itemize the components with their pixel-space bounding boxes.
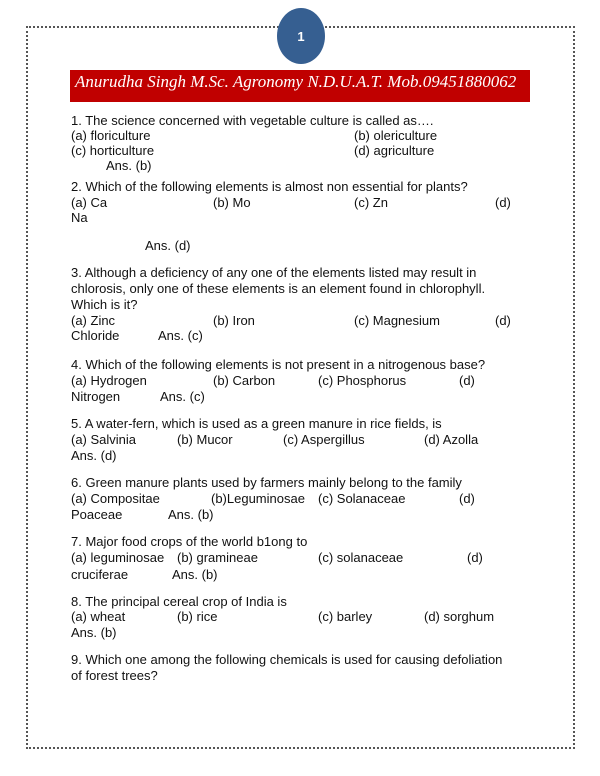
answer: Ans. (b) [106, 158, 152, 173]
answer: Ans. (d) [71, 448, 117, 463]
option-d: (d) [459, 491, 475, 506]
option-a: (a) wheat [71, 609, 126, 624]
option-c: (c) Phosphorus [318, 373, 407, 388]
question-6: 6. Green manure plants used by farmers mainly belong to the family [71, 475, 462, 490]
option-a: (a) leguminosae [71, 550, 165, 565]
answer: Ans. (b) [168, 507, 214, 522]
question-3: 3. Although a deficiency of any one of the elements listed may result in [71, 265, 477, 280]
option-c: (c) barley [318, 609, 373, 624]
option-b: (b) Mo [213, 195, 251, 210]
option-c: (c) Aspergillus [283, 432, 365, 447]
option-d: (d) agriculture [354, 143, 435, 158]
question-5: 5. A water-fern, which is used as a green manure in rice fields, is [71, 416, 442, 431]
answer: Ans. (c) [158, 328, 203, 343]
question-9-line2: of forest trees? [71, 668, 158, 683]
option-c: (c) Zn [354, 195, 388, 210]
option-b: (b) Iron [213, 313, 255, 328]
option-b: (b)Leguminosae [211, 491, 305, 506]
option-d-text: Nitrogen [71, 389, 121, 404]
question-4: 4. Which of the following elements is not present in a nitrogenous base? [71, 357, 486, 372]
option-d-text: Na [71, 210, 88, 225]
answer: Ans. (d) [145, 238, 191, 253]
option-d: (d) [459, 373, 475, 388]
option-b: (b) rice [177, 609, 218, 624]
question-3-line2: chlorosis, only one of these elements is an element found in chlorophyll. [71, 281, 486, 296]
option-d: (d) Azolla [424, 432, 479, 447]
question-2: 2. Which of the following elements is almost non essential for plants? [71, 179, 468, 194]
answer: Ans. (b) [172, 567, 218, 582]
option-c: (c) solanaceae [318, 550, 404, 565]
header-banner: Anurudha Singh M.Sc. Agronomy N.D.U.A.T. Mob.09451880062 [70, 70, 530, 102]
option-c: (c) Solanaceae [318, 491, 406, 506]
option-d: (d) [495, 313, 511, 328]
option-d-text: cruciferae [71, 567, 129, 582]
option-d-text: Chloride [71, 328, 120, 343]
option-a: (a) Hydrogen [71, 373, 147, 388]
question-8: 8. The principal cereal crop of India is [71, 594, 287, 609]
option-d: (d) [495, 195, 511, 210]
option-b: (b) gramineae [177, 550, 258, 565]
page-number-badge: 1 [277, 8, 325, 64]
question-3-line3: Which is it? [71, 297, 138, 312]
answer: Ans. (b) [71, 625, 117, 640]
option-a: (a) Salvinia [71, 432, 137, 447]
question-7: 7. Major food crops of the world b1ong to [71, 534, 308, 549]
option-b: (b) Mucor [177, 432, 233, 447]
option-b: (b) olericulture [354, 128, 438, 143]
option-b: (b) Carbon [213, 373, 276, 388]
question-1: 1. The science concerned with vegetable culture is called as…. [71, 113, 434, 128]
option-a: (a) Compositae [71, 491, 160, 506]
answer: Ans. (c) [160, 389, 205, 404]
option-c: (c) Magnesium [354, 313, 440, 328]
option-a: (a) floriculture [71, 128, 151, 143]
option-d-text: Poaceae [71, 507, 123, 522]
question-9: 9. Which one among the following chemicals is used for causing defoliation [71, 652, 503, 667]
option-a: (a) Ca [71, 195, 108, 210]
option-c: (c) horticulture [71, 143, 155, 158]
option-d: (d) sorghum [424, 609, 495, 624]
option-a: (a) Zinc [71, 313, 116, 328]
option-d: (d) [467, 550, 483, 565]
